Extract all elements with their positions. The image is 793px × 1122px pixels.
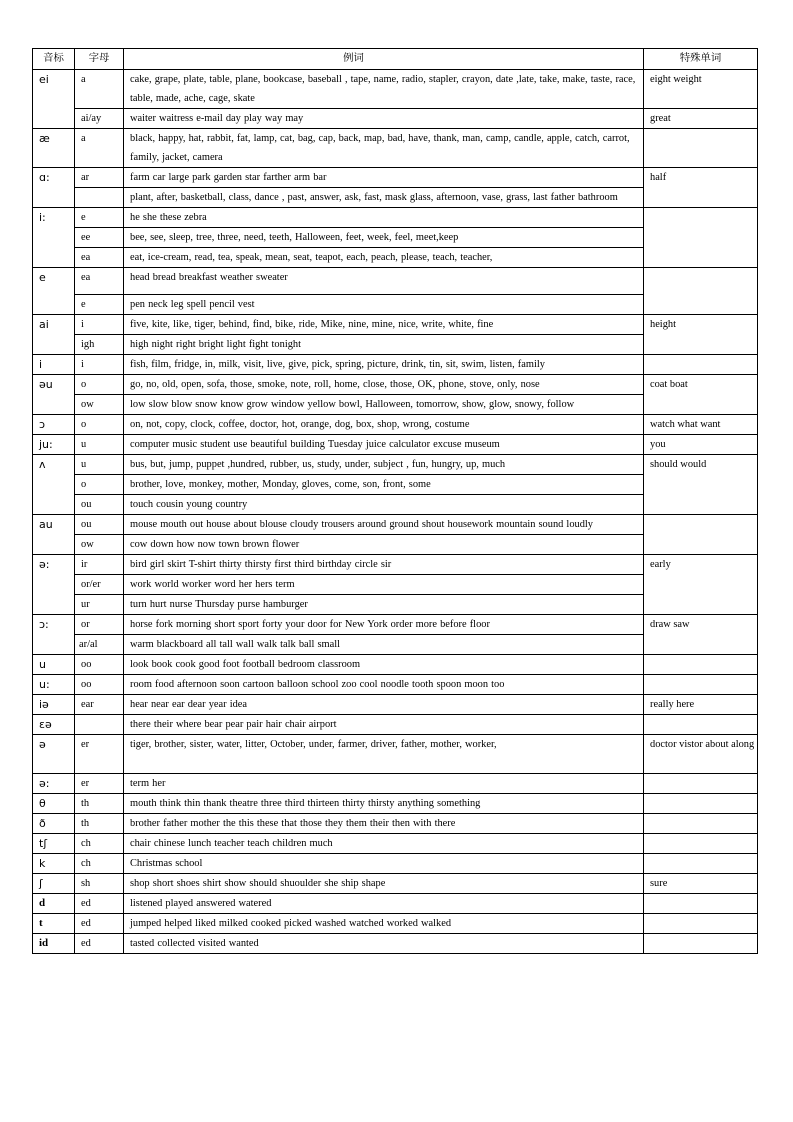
letter-pattern: i bbox=[75, 315, 124, 335]
letter-pattern: er bbox=[75, 774, 124, 794]
phonetic-symbol: t bbox=[33, 914, 75, 934]
letter-pattern: o bbox=[75, 475, 124, 495]
example-words: farm car large park garden star farther arm bar bbox=[124, 168, 644, 188]
letter-pattern bbox=[75, 188, 124, 208]
example-words: waiter waitress e-mail day play way may bbox=[124, 109, 644, 129]
table-row bbox=[33, 208, 758, 228]
example-words: there their where bear pear pair hair chair airport bbox=[124, 715, 644, 735]
table-row bbox=[33, 515, 758, 535]
phonetic-symbol: d bbox=[33, 894, 75, 914]
example-words: brother, love, monkey, mother, Monday, gloves, come, son, front, some bbox=[124, 475, 644, 495]
letter-pattern: u bbox=[75, 435, 124, 455]
phonetic-symbol: ə: bbox=[33, 555, 75, 615]
phonetic-symbol: tʃ bbox=[33, 834, 75, 854]
example-words: chair chinese lunch teacher teach children much bbox=[124, 834, 644, 854]
special-words: early bbox=[644, 555, 758, 615]
letter-pattern: sh bbox=[75, 874, 124, 894]
example-words: hear near ear dear year idea bbox=[124, 695, 644, 715]
special-words bbox=[644, 854, 758, 874]
letter-pattern: ch bbox=[75, 854, 124, 874]
letter-pattern: ea bbox=[75, 268, 124, 295]
letter-pattern: th bbox=[75, 794, 124, 814]
phonetic-symbol: u bbox=[33, 655, 75, 675]
table-row bbox=[33, 268, 758, 295]
example-words: fish, film, fridge, in, milk, visit, live, give, pick, spring, picture, drink, tin, sit, swim, listen, family bbox=[124, 355, 644, 375]
special-words: should would bbox=[644, 455, 758, 515]
phonetic-symbol: ɔ: bbox=[33, 615, 75, 655]
special-words bbox=[644, 834, 758, 854]
letter-pattern: i bbox=[75, 355, 124, 375]
letter-pattern: or bbox=[75, 615, 124, 635]
special-words bbox=[644, 268, 758, 315]
table-row bbox=[33, 735, 758, 774]
letter-pattern: ir bbox=[75, 555, 124, 575]
phonetic-symbol: i: bbox=[33, 208, 75, 268]
table-row bbox=[33, 415, 758, 435]
phonetic-symbol: id bbox=[33, 934, 75, 954]
special-words: great bbox=[644, 109, 758, 129]
table-row bbox=[33, 794, 758, 814]
letter-pattern: ow bbox=[75, 395, 124, 415]
table-row bbox=[33, 615, 758, 635]
letter-pattern bbox=[75, 715, 124, 735]
table-row bbox=[33, 914, 758, 934]
example-words: bee, see, sleep, tree, three, need, teeth, Halloween, feet, week, feel, meet,keep bbox=[124, 228, 644, 248]
example-words: on, not, copy, clock, coffee, doctor, hot, orange, dog, box, shop, wrong, costume bbox=[124, 415, 644, 435]
example-words: Christmas school bbox=[124, 854, 644, 874]
table-row bbox=[33, 655, 758, 675]
header-letter: 字母 bbox=[75, 49, 124, 70]
special-words: watch what want bbox=[644, 415, 758, 435]
example-words: room food afternoon soon cartoon balloon school zoo cool noodle tooth spoon moon too bbox=[124, 675, 644, 695]
phonetic-symbol: k bbox=[33, 854, 75, 874]
phonetic-symbol: ju: bbox=[33, 435, 75, 455]
table-row bbox=[33, 894, 758, 914]
letter-pattern: ed bbox=[75, 894, 124, 914]
example-words: mouse mouth out house about blouse cloudy trousers around ground shout housework mountain sound loudly bbox=[124, 515, 644, 535]
special-words bbox=[644, 794, 758, 814]
phonetic-symbol: i bbox=[33, 355, 75, 375]
letter-pattern: ee bbox=[75, 228, 124, 248]
special-words bbox=[644, 774, 758, 794]
phonetic-symbol: ʃ bbox=[33, 874, 75, 894]
table-row bbox=[33, 774, 758, 794]
letter-pattern: ear bbox=[75, 695, 124, 715]
letter-pattern: ed bbox=[75, 934, 124, 954]
special-words: height bbox=[644, 315, 758, 355]
phonetic-symbol: iə bbox=[33, 695, 75, 715]
special-words bbox=[644, 894, 758, 914]
letter-pattern: ur bbox=[75, 595, 124, 615]
phonetic-symbol: εə bbox=[33, 715, 75, 735]
phonetic-symbol: əu bbox=[33, 375, 75, 415]
example-words: shop short shoes shirt show should shuoulder she ship shape bbox=[124, 874, 644, 894]
special-words bbox=[644, 515, 758, 555]
example-words: bus, but, jump, puppet ,hundred, rubber, us, study, under, subject , fun, hungry, up, much bbox=[124, 455, 644, 475]
special-words bbox=[644, 675, 758, 695]
table-row bbox=[33, 315, 758, 335]
table-row bbox=[33, 129, 758, 168]
special-words: coat boat bbox=[644, 375, 758, 415]
example-words: cake, grape, plate, table, plane, bookcase, baseball , tape, name, radio, stapler, crayon, date ,late, take, make, taste, race, table, made, ache, cage, skate bbox=[124, 70, 644, 109]
special-words: draw saw bbox=[644, 615, 758, 655]
special-words bbox=[644, 934, 758, 954]
letter-pattern: or/er bbox=[75, 575, 124, 595]
letter-pattern: a bbox=[75, 70, 124, 109]
table-row bbox=[33, 375, 758, 395]
table-row bbox=[33, 814, 758, 834]
special-words: doctor vistor about along bbox=[644, 735, 758, 774]
letter-pattern: ow bbox=[75, 535, 124, 555]
example-words: brother father mother the this these that those they them their then with there bbox=[124, 814, 644, 834]
example-words: warm blackboard all tall wall walk talk ball small bbox=[124, 635, 644, 655]
example-words: plant, after, basketball, class, dance , past, answer, ask, fast, mask glass, afternoon, vase, grass, last father bathroom bbox=[124, 188, 644, 208]
phonetic-symbol: ə bbox=[33, 735, 75, 774]
example-words: he she these zebra bbox=[124, 208, 644, 228]
table-row bbox=[33, 355, 758, 375]
letter-pattern: er bbox=[75, 735, 124, 774]
example-words: look book cook good foot football bedroom classroom bbox=[124, 655, 644, 675]
table-row bbox=[33, 455, 758, 475]
letter-pattern: ea bbox=[75, 248, 124, 268]
letter-pattern: e bbox=[75, 208, 124, 228]
phonetic-symbol: ð bbox=[33, 814, 75, 834]
letter-pattern: igh bbox=[75, 335, 124, 355]
letter-pattern: ar bbox=[75, 168, 124, 188]
phonetic-symbol: ai bbox=[33, 315, 75, 355]
example-words: eat, ice-cream, read, tea, speak, mean, seat, teapot, each, peach, please, teach, teacher, bbox=[124, 248, 644, 268]
example-words: pen neck leg spell pencil vest bbox=[124, 295, 644, 315]
special-words bbox=[644, 355, 758, 375]
table-row bbox=[33, 675, 758, 695]
example-words: low slow blow snow know grow window yellow bowl, Halloween, tomorrow, show, glow, snowy, follow bbox=[124, 395, 644, 415]
example-words: computer music student use beautiful building Tuesday juice calculator excuse museum bbox=[124, 435, 644, 455]
example-words: horse fork morning short sport forty your door for New York order more before floor bbox=[124, 615, 644, 635]
letter-pattern: o bbox=[75, 375, 124, 395]
example-words: bird girl skirt T-shirt thirty thirsty first third birthday circle sir bbox=[124, 555, 644, 575]
table-row bbox=[33, 435, 758, 455]
header-special: 特殊单词 bbox=[644, 49, 758, 70]
table-row bbox=[33, 854, 758, 874]
letter-pattern: a bbox=[75, 129, 124, 168]
example-words: go, no, old, open, sofa, those, smoke, note, roll, home, close, those, OK, phone, stove, only, nose bbox=[124, 375, 644, 395]
special-words: eight weight bbox=[644, 70, 758, 109]
table-row bbox=[33, 70, 758, 109]
special-words: sure bbox=[644, 874, 758, 894]
letter-pattern: ar/al bbox=[75, 635, 124, 655]
letter-pattern: oo bbox=[75, 675, 124, 695]
table-row bbox=[33, 109, 758, 129]
letter-pattern: ou bbox=[75, 495, 124, 515]
example-words: turn hurt nurse Thursday purse hamburger bbox=[124, 595, 644, 615]
letter-pattern: e bbox=[75, 295, 124, 315]
table-row bbox=[33, 834, 758, 854]
phonetic-symbol: u: bbox=[33, 675, 75, 695]
letter-pattern: ai/ay bbox=[75, 109, 124, 129]
example-words: five, kite, like, tiger, behind, find, bike, ride, Mike, nine, mine, nice, write, white, fine bbox=[124, 315, 644, 335]
phonetic-symbol: ɔ bbox=[33, 415, 75, 435]
phonetic-symbol: ə: bbox=[33, 774, 75, 794]
example-words: work world worker word her hers term bbox=[124, 575, 644, 595]
letter-pattern: ed bbox=[75, 914, 124, 934]
special-words bbox=[644, 129, 758, 168]
example-words: term her bbox=[124, 774, 644, 794]
special-words bbox=[644, 814, 758, 834]
example-words: black, happy, hat, rabbit, fat, lamp, cat, bag, cap, back, map, bad, have, thank, man, camp, candle, apple, catch, carrot, family, jacket, camera bbox=[124, 129, 644, 168]
header-row bbox=[33, 49, 758, 70]
phonetic-symbol: au bbox=[33, 515, 75, 555]
phonetic-symbol: ei bbox=[33, 70, 75, 129]
letter-pattern: oo bbox=[75, 655, 124, 675]
example-words: touch cousin young country bbox=[124, 495, 644, 515]
phonetic-symbol: θ bbox=[33, 794, 75, 814]
special-words: you bbox=[644, 435, 758, 455]
special-words: half bbox=[644, 168, 758, 208]
phonics-table bbox=[32, 48, 758, 954]
example-words: mouth think thin thank theatre three third thirteen thirty thirsty anything something bbox=[124, 794, 644, 814]
example-words: head bread breakfast weather sweater bbox=[124, 268, 644, 295]
special-words: really here bbox=[644, 695, 758, 715]
example-words: tasted collected visited wanted bbox=[124, 934, 644, 954]
letter-pattern: o bbox=[75, 415, 124, 435]
example-words: listened played answered watered bbox=[124, 894, 644, 914]
table-row bbox=[33, 168, 758, 188]
letter-pattern: th bbox=[75, 814, 124, 834]
table-row bbox=[33, 934, 758, 954]
table-row bbox=[33, 555, 758, 575]
phonetic-symbol: ʌ bbox=[33, 455, 75, 515]
example-words: cow down how now town brown flower bbox=[124, 535, 644, 555]
phonetic-symbol: e bbox=[33, 268, 75, 315]
letter-pattern: u bbox=[75, 455, 124, 475]
header-examples: 例词 bbox=[124, 49, 644, 70]
table-row bbox=[33, 874, 758, 894]
table-row bbox=[33, 695, 758, 715]
example-words: jumped helped liked milked cooked picked washed watched worked walked bbox=[124, 914, 644, 934]
phonetic-symbol: ɑ: bbox=[33, 168, 75, 208]
special-words bbox=[644, 655, 758, 675]
example-words: tiger, brother, sister, water, litter, October, under, farmer, driver, father, mother, worker, bbox=[124, 735, 644, 774]
header-symbol: 音标 bbox=[33, 49, 75, 70]
letter-pattern: ou bbox=[75, 515, 124, 535]
special-words bbox=[644, 208, 758, 268]
special-words bbox=[644, 914, 758, 934]
special-words bbox=[644, 715, 758, 735]
letter-pattern: ch bbox=[75, 834, 124, 854]
table-row bbox=[33, 715, 758, 735]
phonetic-symbol: æ bbox=[33, 129, 75, 168]
example-words: high night right bright light fight tonight bbox=[124, 335, 644, 355]
